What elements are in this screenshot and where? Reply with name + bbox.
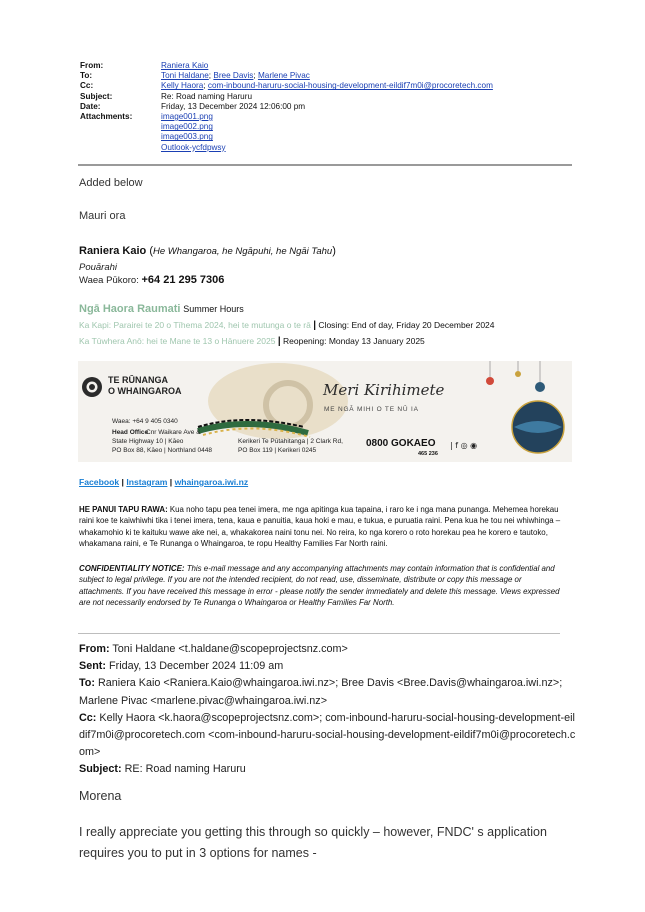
fwd-cc-value: Kelly Haora <k.haora@scopeprojectsnz.com>; com-inbound-haruru-social-housing-development-eildif7m0i@procoretech.com <com-inbound-haruru-social-housing-development-eildif7m0i@procoretech.com> bbox=[79, 711, 576, 759]
ornament-icon bbox=[535, 382, 545, 392]
greeting-text: Meri Kirihimete bbox=[323, 381, 445, 399]
cc-separator: ; bbox=[203, 81, 206, 91]
fwd-sent-value: Friday, 13 December 2024 11:09 am bbox=[109, 660, 284, 673]
fwd-cc-row bbox=[79, 710, 579, 762]
reply-greeting: Morena bbox=[79, 789, 122, 803]
social-links bbox=[79, 477, 248, 487]
cc-label: Cc: bbox=[80, 81, 94, 91]
address-line3: PO Box 88, Kāeo | Northland 0448 bbox=[112, 447, 212, 454]
facebook-link[interactable]: Facebook bbox=[79, 477, 120, 487]
phone-value: +64 21 295 7306 bbox=[141, 274, 225, 286]
fwd-cc-label: Cc: bbox=[79, 711, 97, 724]
signature-paren-close: ) bbox=[332, 245, 336, 257]
fwd-sent-label: Sent: bbox=[79, 660, 106, 673]
closing-maori: Ka Kapi: Parairei te 20 o Tīhema 2024, hei te mutunga o te rā bbox=[79, 320, 311, 330]
ornament-icon bbox=[515, 371, 521, 377]
to-link-toni[interactable]: Toni Haldane bbox=[161, 71, 209, 81]
cc-link-kelly[interactable]: Kelly Haora bbox=[161, 81, 204, 91]
to-label: To: bbox=[80, 71, 93, 81]
closing-english: Closing: End of day, Friday 20 December 2024 bbox=[318, 320, 495, 330]
fwd-subject-value: RE: Road naming Haruru bbox=[124, 763, 246, 776]
fwd-from-row bbox=[79, 641, 579, 658]
tagline-text: ME NGĀ MIHI O TE NŪ IA bbox=[324, 406, 419, 413]
signature-role: Pouārahi bbox=[79, 262, 118, 273]
fwd-subject-label: Subject: bbox=[79, 763, 122, 776]
header-to-row bbox=[80, 71, 493, 81]
fwd-from-value: Toni Haldane <t.haldane@scopeprojectsnz.com> bbox=[112, 643, 348, 655]
attachment-link[interactable]: image001.png bbox=[161, 112, 213, 122]
closing-bar: | bbox=[313, 320, 317, 331]
fwd-to-value: Raniera Kaio <Raniera.Kaio@whaingaroa.iwi.nz>; Bree Davis <Bree.Davis@whaingaroa.iwi.nz>; Marlene Pivac <marlene.pivac@whaingaroa.iwi.nz> bbox=[79, 677, 563, 707]
link-separator: | bbox=[169, 477, 173, 487]
fwd-sent-row bbox=[79, 658, 579, 675]
freephone-text: 0800 GOKAEO bbox=[366, 438, 436, 449]
forwarded-header bbox=[79, 641, 579, 779]
reopening-line bbox=[79, 336, 425, 347]
attachments-label: Attachments: bbox=[80, 112, 133, 122]
subject-label: Subject: bbox=[80, 91, 113, 101]
message-line-greeting: Mauri ora bbox=[79, 210, 126, 222]
to-link-marlene[interactable]: Marlene Pivac bbox=[257, 71, 310, 81]
kerikeri-address1: Kerikeri Te Pūtahitanga | 2 Clark Rd, bbox=[238, 438, 343, 445]
header-cc-row bbox=[80, 81, 493, 91]
org-name-line2: O WHAINGAROA bbox=[108, 386, 182, 396]
email-header bbox=[80, 61, 493, 153]
message-line-added: Added below bbox=[79, 177, 143, 189]
summer-hours-title bbox=[79, 303, 244, 315]
instagram-link[interactable]: Instagram bbox=[126, 477, 168, 487]
fwd-from-label: From: bbox=[79, 643, 110, 655]
confidentiality-notice bbox=[79, 563, 567, 608]
reopen-english: Reopening: Monday 13 January 2025 bbox=[283, 336, 425, 346]
social-icons: | f ◎ ◉ bbox=[450, 441, 478, 450]
fwd-to-label: To: bbox=[79, 677, 95, 690]
link-separator: | bbox=[121, 477, 124, 487]
confidentiality-label: CONFIDENTIALITY NOTICE: bbox=[79, 564, 185, 573]
ornament-icon bbox=[486, 377, 494, 385]
attachment-link[interactable]: Outlook-ycfdpwsy bbox=[161, 142, 226, 152]
summer-hours-english: Summer Hours bbox=[183, 304, 244, 314]
signature-paren-open: ( bbox=[149, 245, 153, 257]
to-link-bree[interactable]: Bree Davis bbox=[213, 71, 254, 81]
header-date-row bbox=[80, 102, 493, 112]
attachment-link[interactable]: image002.png bbox=[161, 122, 213, 132]
to-separator: ; bbox=[253, 71, 256, 81]
reply-body: I really appreciate you getting this through so quickly – however, FNDC' s application requires you to put in 3 options for names - bbox=[79, 825, 547, 860]
signature-name-line bbox=[79, 245, 336, 257]
org-name-line1: TE RŪNANGA bbox=[108, 375, 168, 385]
christmas-banner bbox=[78, 361, 572, 462]
reopen-maori: Ka Tūwhera Anō: hei te Mane te 13 o Hānuere 2025 bbox=[79, 336, 276, 346]
globe-ornament-icon bbox=[512, 401, 564, 453]
date-label: Date: bbox=[80, 101, 101, 111]
panui-notice bbox=[79, 504, 567, 549]
attachment-link[interactable]: image003.png bbox=[161, 132, 213, 142]
subject-value: Re: Road naming Haruru bbox=[161, 91, 253, 101]
header-divider bbox=[78, 164, 572, 166]
freephone-digits: 465 236 bbox=[418, 451, 438, 457]
signature-affiliation: He Whangaroa, he Ngāpuhi, he Ngāi Tahu bbox=[152, 246, 333, 257]
to-separator: ; bbox=[208, 71, 212, 81]
head-office-address: Cnr Waikare Ave & bbox=[146, 429, 201, 436]
forward-divider bbox=[78, 633, 560, 634]
from-link[interactable]: Raniera Kaio bbox=[161, 61, 209, 70]
banner-graphic bbox=[78, 361, 572, 462]
panui-text: Kua noho tapu pea tenei imera, me nga apitinga kua tapaina, i raro ke i nga mana punanga. Mehemea horekau raini koe te kaiwhiwhi tika i tenei imera, tena, kaua e panuitia, kaua hoki e mau, e tukua, e puruatia raini. Pena kua he tou nei whiwhinga – whakamohio ki te kaituku wawe ake nei, a, whakakorea naini tonu nei. No reira, ko nga korero o roto horekau pea he korero e tautoko, whakamana raini, e Te Runanga o Whaingaroa, te ropu Healthy Families Far North raini. bbox=[79, 505, 561, 548]
closing-line bbox=[79, 320, 495, 331]
banner-phone: Waea: +64 9 405 0340 bbox=[112, 418, 178, 425]
address-line2: State Highway 10 | Kāeo bbox=[112, 438, 184, 445]
date-value: Friday, 13 December 2024 12:06:00 pm bbox=[161, 101, 306, 111]
header-attachments-row bbox=[80, 112, 493, 153]
panui-label: HE PANUI TAPU RAWA: bbox=[79, 505, 168, 514]
from-label: From: bbox=[80, 61, 104, 70]
signature-name: Raniera Kaio bbox=[79, 245, 147, 257]
kerikeri-address2: PO Box 119 | Kerikeri 0245 bbox=[238, 447, 317, 454]
cc-link-procore[interactable]: com-inbound-haruru-social-housing-development-eildif7m0i@procoretech.com bbox=[207, 81, 493, 91]
summer-hours-maori: Ngā Haora Raumati bbox=[79, 303, 181, 315]
fwd-subject-row bbox=[79, 761, 579, 778]
signature-phone-line bbox=[79, 274, 224, 286]
confidentiality-text: This e-mail message and any accompanying attachments may contain information that is confidential and subject to legal privilege. If you are not the intended recipient, do not read, use, disseminate, distribute or copy this message or attachments. If you have received this message in error - please notify the sender immediately and delete this message. Views expressed are not necessarily endorsed by Te Runanga o Whaingaroa or Healthy Families Far North. bbox=[79, 564, 560, 607]
fwd-to-row bbox=[79, 675, 579, 709]
runanga-logo-icon bbox=[82, 377, 102, 397]
header-subject-row bbox=[80, 92, 493, 102]
reopen-bar: | bbox=[277, 336, 281, 347]
phone-label: Waea Pūkoro: bbox=[79, 275, 139, 286]
head-office-label: Head Office bbox=[112, 429, 149, 436]
website-link[interactable]: whaingaroa.iwi.nz bbox=[174, 477, 249, 487]
header-from-row bbox=[80, 61, 493, 71]
